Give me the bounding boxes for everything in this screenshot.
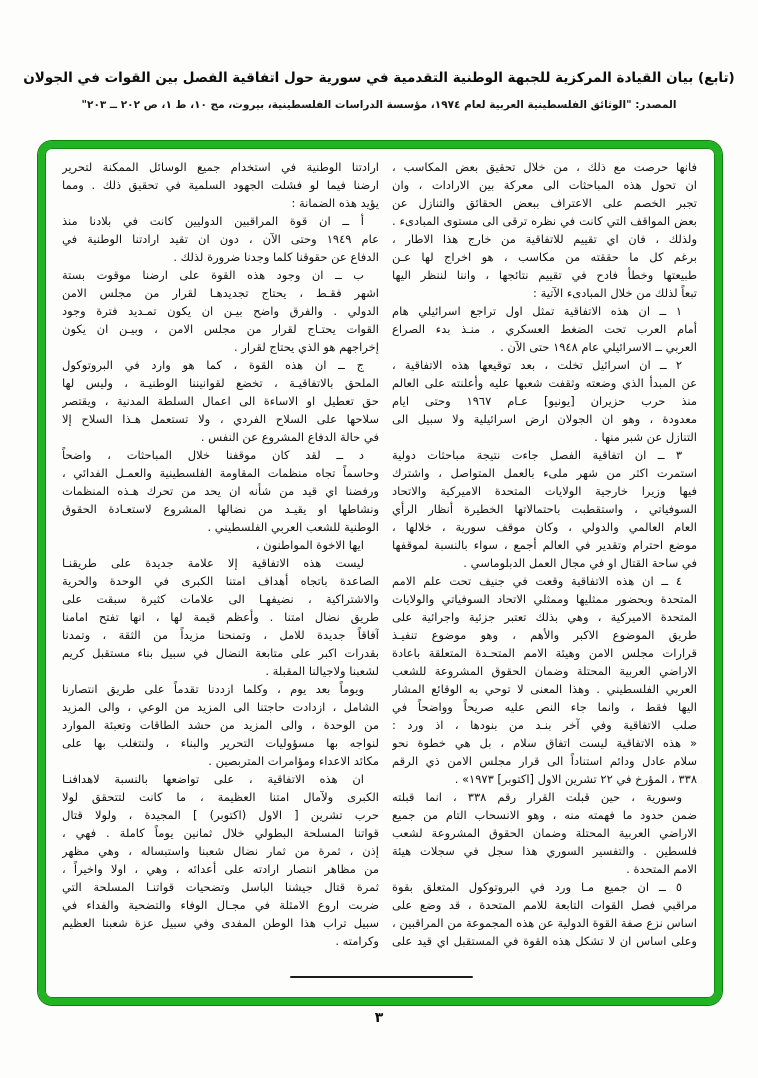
text-line: مراقبي فصل القوات التابعة للامم المتحدة ، قد وضع على (392, 898, 697, 912)
text-line: القوات يحتـاج لقرار من مجلس الامن ، وبيـن ان يكون (62, 322, 379, 336)
text-line: الاراضي العربية المحتلة وضمان الحقوق المشروعة لشعب (392, 826, 697, 840)
text-line: ارادتنا الوطنية في استخدام جميع الوسائل الممكنة لتحرير (62, 160, 379, 174)
source-citation: المصدر: "الوثائق الفلسطينية العربية لعام ١٩٧٤، مؤسسة الدراسات الفلسطينية، بيروت، مج ١٠، ط ١، ص ٢٠٢ ــ ٢٠٣" (81, 99, 677, 111)
text-line: وكرامته . (335, 934, 379, 948)
text-line: برغم كل ما حققته من مكاسب ، هو اخراج لها عـن (392, 250, 697, 264)
text-line: الوطنية للشعب العربي الفلسطيني . (207, 520, 379, 534)
text-line: ٣ ــ ان اتفاقية الفصل جاءت نتيجة مباحثات دولية (392, 448, 682, 462)
text-line: وعلى اساس ان لا تشكل هذه القوة في المستقبل اي قيد على (392, 934, 697, 948)
text-line: ولذلك ، فان اي تقييم للاتفاقية من خارج هذا الاطار ، (392, 232, 697, 246)
text-line: أ ــ ان قوة المراقبين الدوليين كانت في بلادنا منذ (62, 214, 364, 228)
text-line: لشعبنا ولاجيالنا المقبلة . (265, 664, 379, 678)
text-line: المتحدة الاميركية ، وهي بذلك تعتبر جزئية واجرائية على (392, 610, 697, 624)
text-line: اشهر فقـط ، يحتاج تجديدهـا لقرار من مجلس الامن (62, 286, 379, 300)
document-title: (تابع) بيان القيادة المركزية للجبهة الوطنية التقدمية في سورية حول اتفاقية الفصل بين القوات في الجولان (23, 70, 735, 86)
text-line: تبعاً لذلك من خلال المبادىء الآتية : (533, 286, 697, 300)
text-line: صلب الاتفاقية وفي آخر بنـد من بنودها ، اذ ورد : (392, 718, 697, 732)
text-line: ارضنا فيما لو فشلت الجهود السلمية في تحقيق ذلك . ومما (62, 178, 379, 192)
text-line: العربي ــ الاسرائيلي عام ١٩٤٨ حتى الآن . (500, 340, 697, 354)
text-line: ثمرة قتال جيشنا الباسل وتضحيات قواتنـا المسلحة التي (62, 880, 379, 894)
text-column-right (392, 158, 697, 950)
text-line: لنواجه بها مسؤوليات التحرير والبناء ، ولنتغلب بها على (62, 736, 379, 750)
text-line: ٥ ــ ان جميع مـا ورد في البروتوكول المتعلق بقوة (392, 880, 682, 894)
text-line: من مظاهر انتصار ارادته على أعدائه ، وهي ، اولا واخيراً ، (62, 862, 379, 876)
text-line: فيها وزيرا خارجية الولايات المتحدة الاميركية والاتحاد (392, 484, 697, 498)
text-line: ورفضنا اي قيد من شأنه ان يحد من تحرك هـذه المنظمات (62, 484, 379, 498)
text-line: « هذه الاتفاقية ليست اتفاق سلام ، بل هي خطوة نحو (392, 736, 697, 750)
text-line: فلسطين . والتفسير السوري هذا سجل في سجلات هيئة (392, 844, 697, 858)
text-line: الملحق بالاتفاقيـة ، تخضع لقوانيننا الوطنيـة ، وليس لها (62, 376, 379, 390)
text-line: ضمن حدود ما فهمته منه ، وهو الانسحاب التام من جميع (392, 808, 697, 822)
text-column-left (62, 158, 379, 950)
text-line: قرارات مجلس الامن وهيئة الامم المتحـدة المتعلقة باعادة (392, 646, 697, 660)
text-line: أمام العرب تحت الضغط العسكري ، منـذ بدء الصراع (392, 322, 697, 336)
text-line: الكبرى ولآمال امتنا العظيمة ، ما كانت لتتحقق لولا (62, 790, 379, 804)
text-line: عام ١٩٤٩ وحتى الآن ، دون ان تقيد ارادتنا الوطنية في (62, 232, 379, 246)
text-line: وحاسماً تجاه منظمات المقاومة الفلسطينية والعمـل الفدائي ، (62, 466, 379, 480)
text-line: ضربت اروع الامثلة في مجـال الوفاء والتضحية والفداء في (62, 898, 379, 912)
text-line: الدولي . والفرق واضح بيـن ان يكون تمـديد فترة وجود (62, 304, 379, 318)
text-line: سلاحها على السلاح الفردي ، ولا تستعمل هـذا السلاح إلا (62, 412, 379, 426)
text-line: العربي الفلسطيني . وهذا المعنى لا توحي به الوقائع المشار (392, 682, 697, 696)
text-line: الامم المتحدة . (626, 862, 697, 876)
text-line: قواتنا المسلحة البطولي خلال ثمانين يوماً كاملة . فهي ، (62, 826, 379, 840)
text-line: وسورية ، حين قبلت القرار رقم ٣٣٨ ، انما قبلته (392, 790, 682, 804)
text-line: ايها الاخوة المواطنون ، (255, 538, 364, 552)
text-line: تجبر الخصم على الاعتراف ببعض الحقائق والتنازل عن (392, 196, 697, 210)
text-line: آفاقاً جديدة للامل ، وتمنحنا مزيداً من الثقة ، وتمدنا (62, 628, 379, 642)
text-line: ج ــ ان هذه القوة ، كما هو وارد في البروتوكول (62, 358, 364, 372)
text-line: مكائد الاعداء ومؤامرات المتربصين . (208, 754, 379, 768)
text-line: معدودة ، وهو ان الجولان ارض اسرائيلية ولا سبيل الى (392, 412, 697, 426)
text-line: عن المبدأ الذي وضعته وثقفت شعبها عليه وأعلنته على العالم (392, 376, 697, 390)
text-line: اساس نزع صفة القوة الدولية عن هذه المجموعة من المراقبين ، (392, 916, 697, 930)
green-border-frame (38, 141, 722, 1005)
text-line: طريق الموضوع الاكبر والأهم ، وهو موضوع تنفيـذ (392, 628, 697, 642)
text-line: إخراجهم هو الذي يحتاج لقرار . (233, 340, 379, 354)
text-line: منذ حرب حزيران [يونيو] عـام ١٩٦٧ وحتى ايام (392, 394, 697, 408)
text-line: ونشاطها او يقيـد من نضالها المشروع لاستعـادة الحقوق (62, 502, 379, 516)
text-line: طريق نضال امتنا . وأعظم قيمة لها ، انها تفتح امامنا (62, 610, 379, 624)
text-line: يؤيد هذه الضمانة : (291, 196, 379, 210)
text-line: ويوماً بعد يوم ، وكلما ازددنا تقدماً على طريق انتصارنا (62, 682, 364, 696)
text-line: ٢ ــ ان اسرائيل تخلت ، بعد توقيعها هذه الاتفاقية ، (392, 358, 682, 372)
text-line: والاشتراكية ، نضيفهـا الى علامات كثيرة سبقت على (62, 592, 379, 606)
text-line: المتحدة وبحضور ممثليها وممثلي الاتحاد السوفياتي والولايات (392, 592, 697, 606)
text-line: الصاعدة باتجاه أهداف امتنا الكبرى في الوحدة والحرية (62, 574, 379, 588)
text-line: بقدرات اكبر على متابعة النضال في سبيل بناء مستقبل كريم (62, 646, 379, 660)
text-line: ليست هذه الاتفاقية إلا علامة جديدة على طريقنـا (62, 556, 364, 570)
text-line: حرب تشرين [ الاول (اكتوبر) ] المجيدة ، ولولا قتال (62, 808, 379, 822)
text-line: ١ ــ ان هذه الاتفاقية تمثل اول تراجع اسرائيلي هام (392, 304, 682, 318)
text-line: حق تعطيل او الاساءة الى اعمال السلطة المدنية ، ويقتصر (62, 394, 379, 408)
text-line: العام العالمي والدولي ، وكان موقف سورية ، خلالها ، (392, 520, 697, 534)
text-line: د ــ لقد كان موقفنا خلال المباحثات ، واضحاً (62, 448, 364, 462)
text-line: طبيعتها وخطأ فادح في تقييم نتائجها ، واننا لننظر اليها (392, 268, 697, 282)
text-line: ان هذه الاتفاقية ، على تواضعها بالنسبة لاهدافنـا (62, 772, 364, 786)
text-line: الشامل ، ازدادت حاجتنا الى المزيد من الوعي ، والى المزيد (62, 700, 379, 714)
text-line: سبيل تراب هذا الوطن المفدى وفي سبيل عزة شعبنا العظيم (62, 916, 379, 930)
text-line: ب ــ ان وجود هذه القوة على ارضنا موقوت بستة (62, 268, 364, 282)
text-line: ٤ ــ ان هذه الاتفاقية وقعت في جنيف تحت علم الامم (392, 574, 682, 588)
text-line: في حالة الدفاع المشروع عن النفس . (200, 430, 379, 444)
text-line: السوفياتي ، واستقطبت باحتمالاتها الخطيرة أنظار الرأي (392, 502, 697, 516)
text-line: في ساحة القتال او في مجال العمل الدبلوماسي . (463, 556, 697, 570)
text-line: ٣٣٨ ، المؤرخ في ٢٢ تشرين الاول [اكتوبر] ١٩٧٣» . (454, 772, 697, 786)
text-line: إذن ، ثمرة من ثمار نضال شعبنا واستبساله ، وهي مظهر (62, 844, 379, 858)
text-line: الاراضي العربية المحتلة وضمان الحقوق المشروعة للشعب (392, 664, 697, 678)
text-line: التنازل عن شبر منها . (594, 430, 697, 444)
text-line: فانها حرصت مع ذلك ، من خلال تحقيق بعض المكاسب ، (392, 160, 697, 174)
text-line: الدفاع عن حقوقنا كلما وجدنا ضرورة لذلك . (173, 250, 379, 264)
footnote-rule (290, 976, 473, 978)
text-line: بعض المواقف التي كانت في نظره ترقى الى مستوى المبادىء . (392, 214, 697, 228)
text-line: اليها فقط ، وانما جاء النص عليه صريحاً وواضحاً في (392, 700, 697, 714)
text-line: استمرت اكثر من شهر ملىء بالعمل المتواصل ، واشترك (392, 466, 697, 480)
text-line: موضع احترام وتقدير في العالم أجمع ، سواء بالنسبة لموقفها (392, 538, 697, 552)
page-number: ٣ (374, 1010, 384, 1026)
text-line: ان تحول هذه المباحثات الى معركة بين الارادات ، وان (392, 178, 697, 192)
text-line: سلام عادل ودائم استناداً الى قرار مجلس الامن ذي الرقم (392, 754, 697, 768)
text-line: من الوحدة ، والى المزيد من حشد الطاقات وتعبئة الموارد (62, 718, 379, 732)
